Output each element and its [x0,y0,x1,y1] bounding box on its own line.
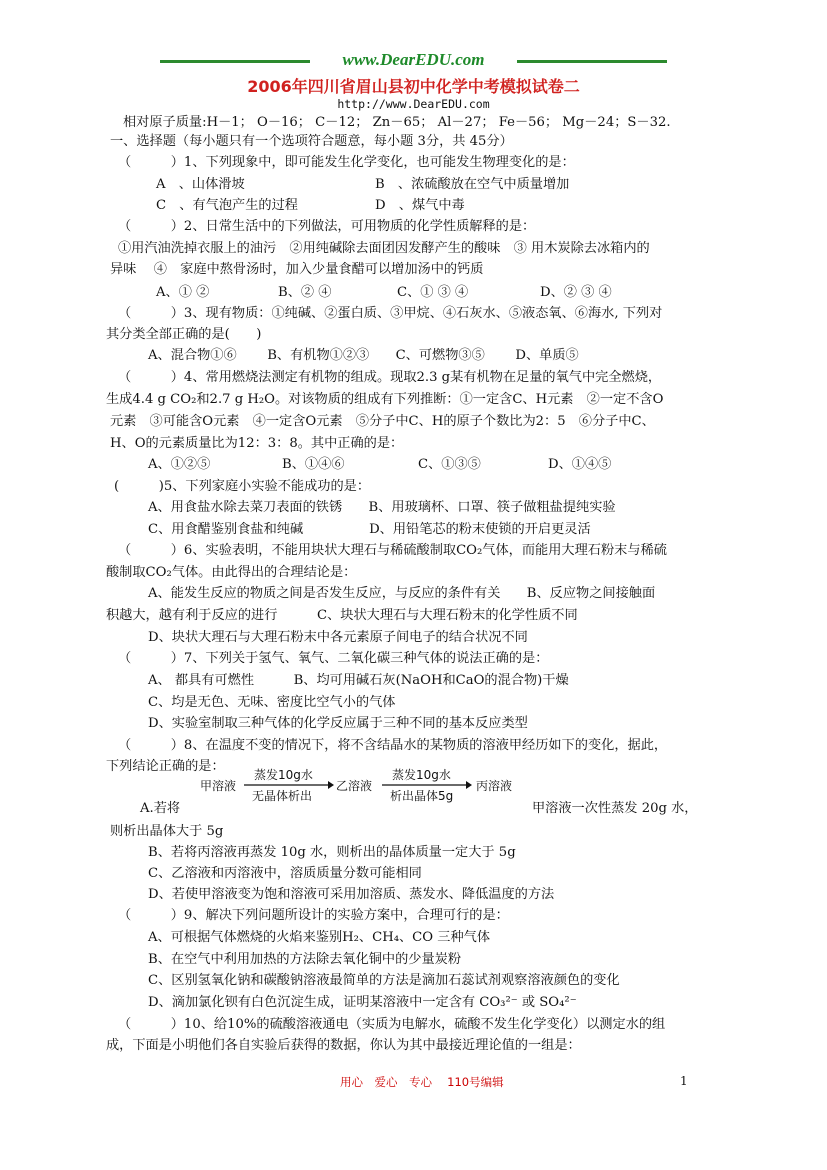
text-line: 其分类全部正确的是( ) [106,327,262,342]
question-9: （ ）9、解决下列问题所设计的实验方案中，合理可行的是： [118,908,509,923]
option-b: B、② ④ [278,285,332,300]
option-c: C、乙溶液和丙溶液中，溶质质量分数可能相同 [148,866,422,881]
question-1: （ ）1、下列现象中，即可能发生化学变化，也可能发生物理变化的是： [118,155,575,170]
options-line: C、用食醋鉴别食盐和纯碱 D、用铅笔芯的粉末使锁的开启更灵活 [148,522,591,537]
option-c: C 、有气泡产生的过程 [156,198,298,213]
option-b: B、若将丙溶液再蒸发 10g 水，则析出的晶体质量一定大于 5g [148,845,516,860]
question-2: （ ）2、日常生活中的下列做法，可用物质的化学性质解释的是： [118,219,536,234]
text-line: 异味 ④ 家庭中熬骨汤时，加入少量食醋可以增加汤中的钙质 [110,262,484,277]
option-c: C、① ③ ④ [397,285,469,300]
footer-text: 用心 爱心 专心 110号编辑 [340,1075,504,1089]
option-a: A 、山体滑坡 [156,177,245,192]
question-5: ( )5、下列家庭小实验不能成功的是： [114,479,371,494]
question-4: （ ）4、常用燃烧法测定有机物的组成。现取2.3 g某有机物在足量的氧气中完全燃烧， [118,370,662,385]
text-line: 下列结论正确的是： [106,759,225,774]
option-d: D、①④⑤ [548,457,612,472]
text-line: 成，下面是小明他们各自实验后获得的数据，你认为其中最接近理论值的一组是： [106,1038,581,1053]
option-a: A、① ② [156,285,210,300]
option-c: C、区别氢氧化钠和碳酸钠溶液最简单的方法是滴加石蕊试剂观察溶液颜色的变化 [148,973,620,988]
text-line: 酸制取CO₂气体。由此得出的合理结论是： [106,565,357,580]
option-c: C、①③⑤ [418,457,481,472]
option-d: D、实验室制取三种气体的化学反应属于三种不同的基本反应类型 [148,716,528,731]
option-a: A.若将 [140,801,181,816]
text-line: A、能发生反应的物质之间是否发生反应，与反应的条件有关 B、反应物之间接触面 [148,586,656,601]
solution-a: 甲溶液 [200,779,237,793]
section-heading: 一、选择题（每小题只有一个选项符合题意，每小题 3分，共 45分） [110,134,513,149]
text-line: 积越大，越有利于反应的进行 C、块状大理石与大理石粉末的化学性质不同 [106,608,578,623]
option-b: B 、浓硫酸放在空气中质量增加 [375,177,570,192]
option-a: A、①②⑤ [148,457,211,472]
option-d: D、若使甲溶液变为饱和溶液可采用加溶质、蒸发水、降低温度的方法 [148,887,555,902]
option-b: B、①④⑥ [282,457,345,472]
solution-process-diagram [200,768,530,803]
page-number: 1 [680,1074,688,1088]
text-line: 元素 ③可能含O元素 ④一定含O元素 ⑤分子中C、H的原子个数比为2：5 ⑥分子中C、 [110,414,655,429]
step1-bottom: 无晶体析出 [252,789,313,803]
step1-top: 蒸发10g水 [254,768,313,782]
step2-top: 蒸发10g水 [392,768,451,782]
solution-c: 丙溶液 [476,779,513,793]
option-d: D、块状大理石与大理石粉末中各元素原子间电子的结合状况不同 [148,630,528,645]
options-line: A、混合物①⑥ B、有机物①②③ C、可燃物③⑤ D、单质⑤ [148,348,579,363]
question-10: （ ）10、给10%的硫酸溶液通电（实质为电解水，硫酸不发生化学变化）以测定水的组 [118,1017,666,1032]
options-line: A、 都具有可燃性 B、均可用碱石灰(NaOH和CaO的混合物)干燥 [148,673,569,688]
question-7: （ ）7、下列关于氢气、氧气、二氧化碳三种气体的说法正确的是： [118,651,549,666]
text-line: 甲溶液一次性蒸发 20g 水， [532,801,698,816]
option-c: C、均是无色、无味、密度比空气小的气体 [148,695,396,710]
question-3: （ ）3、现有物质：①纯碱、②蛋白质、③甲烷、④石灰水、⑤液态氧、⑥海水, 下列对 [118,306,663,321]
document-title: 2006年四川省眉山县初中化学中考模拟试卷二 [247,77,580,96]
text-line: 生成4.4 g CO₂和2.7 g H₂O。对该物质的组成有下列推断：①一定含C、H元素 ②一定不含O [106,392,664,407]
solution-b: 乙溶液 [336,779,373,793]
header-bar-right [517,60,667,63]
step2-bottom: 析出晶体5g [390,789,454,803]
question-8: （ ）8、在温度不变的情况下，将不含结晶水的某物质的溶液甲经历如下的变化，据此， [118,738,668,753]
text-line: ①用汽油洗掉衣服上的油污 ②用纯碱除去面团因发酵产生的酸味 ③ 用木炭除去冰箱内的 [118,241,650,256]
option-a: A、可根据气体燃烧的火焰来鉴别H₂、CH₄、CO 三种气体 [148,930,491,945]
site-name: www.DearEDU.com [342,50,485,69]
text-line: 则析出晶体大于 5g [110,824,224,839]
source-url[interactable]: http://www.DearEDU.com [337,97,490,111]
option-d: D、② ③ ④ [540,285,612,300]
text-line: 相对原子质量:H－1； O－16； C－12； Zn－65； Al－27； Fe－56； Mg－24；S－32. [123,115,671,130]
options-line: A、用食盐水除去菜刀表面的铁锈 B、用玻璃杯、口罩、筷子做粗盐提纯实验 [148,500,616,515]
option-b: B、在空气中利用加热的方法除去氧化铜中的少量炭粉 [148,952,462,967]
option-d: D 、煤气中毒 [375,198,465,213]
option-d: D、滴加氯化钡有白色沉淀生成，证明某溶液中一定含有 CO₃²⁻ 或 SO₄²⁻ [148,995,577,1010]
text-line: H、O的元素质量比为12：3：8。其中正确的是： [110,436,404,451]
question-6: （ ）6、实验表明，不能用块状大理石与稀硫酸制取CO₂气体，而能用大理石粉末与稀硫 [118,543,667,558]
